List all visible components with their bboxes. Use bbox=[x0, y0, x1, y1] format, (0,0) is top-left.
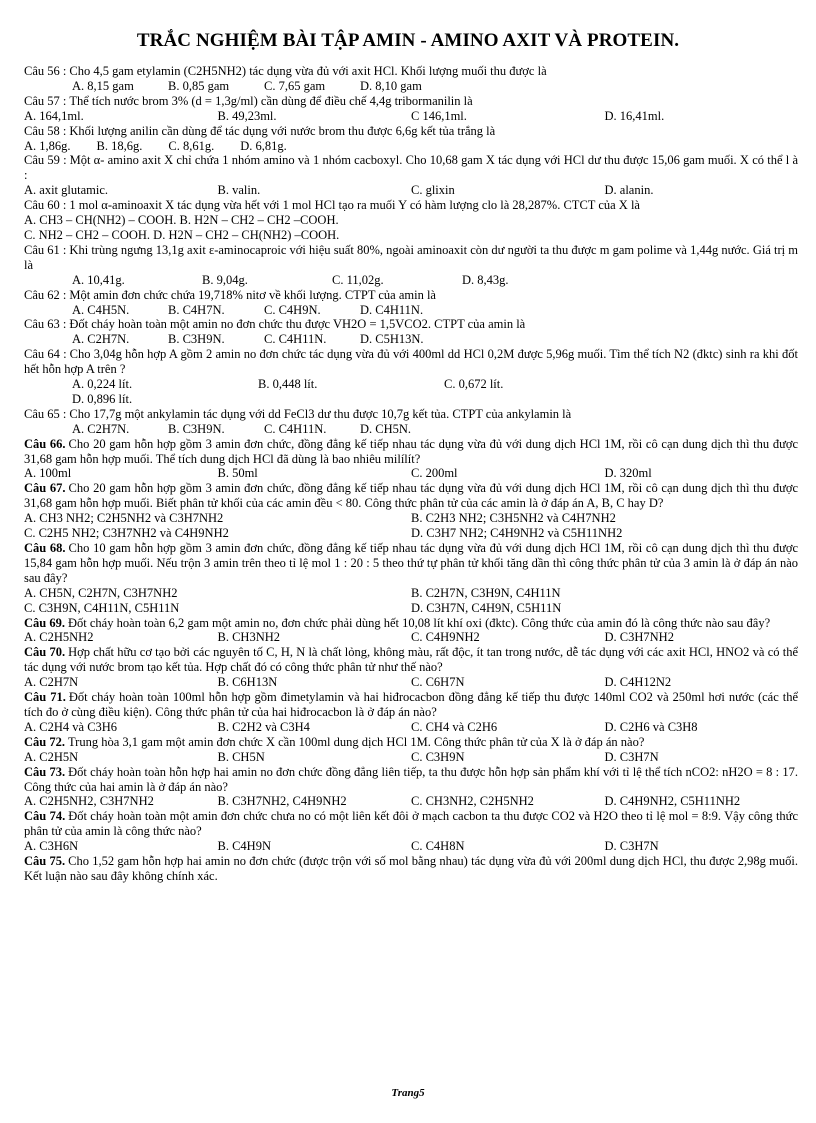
question-block bbox=[24, 64, 798, 94]
answer-option: B. 49,23ml. bbox=[217, 108, 277, 123]
question-text bbox=[24, 124, 798, 139]
question-body: Cho 17,7g một ankylamin tác dụng với dd FeCl3 dư thu được 10,7g kết tủa. CTPT của ankylamin là bbox=[69, 406, 572, 421]
answer-option: B. C2H3 NH2; C3H5NH2 và C4H7NH2 bbox=[411, 511, 616, 526]
answer-option: B. 0,448 lít. bbox=[258, 377, 318, 392]
question-text bbox=[24, 243, 798, 273]
answer-options bbox=[24, 377, 798, 407]
answer-option: A. CH3 NH2; C2H5NH2 và C3H7NH2 bbox=[24, 511, 224, 526]
question-text bbox=[24, 288, 798, 303]
answer-option: B. 9,04g. bbox=[202, 272, 248, 287]
question-number: Câu 66. bbox=[24, 436, 66, 451]
answer-option: D. C4H12N2 bbox=[604, 675, 672, 690]
question-body: Cho 4,5 gam etylamin (C2H5NH2) tác dụng vừa đủ với axit HCl. Khối lượng muối thu được là bbox=[69, 64, 547, 78]
answer-option: A. 10,41g. bbox=[72, 272, 125, 287]
question-text bbox=[24, 481, 798, 511]
answer-options bbox=[24, 183, 798, 198]
question-block bbox=[24, 407, 798, 437]
answer-option: C. C3H9N, C4H11N, C5H11N bbox=[24, 600, 180, 615]
question-number: Câu 56 : bbox=[24, 64, 67, 78]
question-number: Câu 74. bbox=[24, 809, 66, 824]
answer-option: D. C4H11N. bbox=[360, 302, 424, 317]
answer-options bbox=[24, 303, 798, 318]
answer-option: B. C2H2 và C3H4 bbox=[217, 719, 310, 734]
answer-option: A. C2H5NH2 bbox=[24, 630, 94, 645]
question-body: Cho 20 gam hỗn hợp gồm 3 amin đơn chức, đồng đẳng kế tiếp nhau tác dụng vừa đủ với dung dịch HCl 1M, rồi cô cạn dung dịch thì thu được 31,68 gam hỗn hợp muối. Thể tích dung dịch HCl đã dùng là bao nhiêu milílít? bbox=[24, 436, 799, 466]
answer-option: D. 8,10 gam bbox=[360, 78, 422, 93]
answer-option: B. C2H7N, C3H9N, C4H11N bbox=[411, 585, 561, 600]
answer-option: D. 16,41ml. bbox=[604, 108, 665, 123]
question-number: Câu 61 : bbox=[24, 242, 67, 257]
answer-options bbox=[24, 79, 798, 94]
question-body: 1 mol α-aminoaxit X tác dụng vừa hết với 1 mol HCl tạo ra muối Y có hàm lượng clo là 28,287%. CTCT của X là bbox=[69, 198, 640, 213]
question-block bbox=[24, 317, 798, 347]
question-body: Đốt cháy hoàn toàn 6,2 gam một amin no, đơn chức phải dùng hết 10,08 lít khí oxi (đktc). Công thức của amin đó là công thức nào sau đây? bbox=[67, 615, 771, 630]
answer-option: C. 200ml bbox=[411, 466, 458, 481]
question-text bbox=[24, 153, 798, 183]
question-text bbox=[24, 198, 798, 213]
question-number: Câu 72. bbox=[24, 734, 65, 749]
answer-option: D. C3H7NH2 bbox=[604, 630, 674, 645]
question-text bbox=[24, 809, 798, 839]
answer-options bbox=[24, 213, 798, 243]
answer-options bbox=[24, 109, 798, 124]
question-number: Câu 58 : bbox=[24, 123, 67, 138]
answer-option: A. CH5N, C2H7N, C3H7NH2 bbox=[24, 585, 178, 600]
answer-option: B. 50ml bbox=[217, 466, 258, 481]
question-text bbox=[24, 347, 798, 377]
question-list bbox=[24, 64, 798, 884]
answer-options bbox=[24, 139, 798, 154]
answer-options bbox=[24, 511, 798, 541]
answer-options bbox=[24, 422, 798, 437]
page-number: Trang5 bbox=[391, 1087, 425, 1099]
answer-option: B. C4H7N. bbox=[168, 302, 225, 317]
answer-option: C. C4H11N. bbox=[264, 421, 327, 436]
question-body: Cho 10 gam hỗn hợp gồm 3 amin đơn chức, đồng đẳng kế tiếp nhau tác dụng vừa đủ với dung dịch HCl 1M, rồi cô cạn dung dịch thì thu được 15,84 gam hỗn hợp muối. Nếu trộn 3 amin trên theo tỉ lệ mol 1 : 20 : 5 theo thứ tự phân tử khối tăng dần thì công thức phân tử của 3 amin là ở đáp án nào sau đây? bbox=[24, 541, 799, 585]
answer-option: B. C3H9N. bbox=[168, 332, 225, 347]
question-text bbox=[24, 437, 798, 467]
question-body: Đốt cháy hoàn toàn hỗn hợp hai amin no đơn chức đồng đẳng liên tiếp, ta thu được hỗn hợp sản phẩm khí với tỉ lệ thể tích nCO2: nH2O = 8 : 17. Công thức của hai amin là ở đáp án nào? bbox=[24, 764, 799, 794]
question-number: Câu 71. bbox=[24, 690, 66, 705]
question-block bbox=[24, 288, 798, 318]
answer-option: A. 8,15 gam bbox=[72, 78, 134, 93]
answer-option: B. valin. bbox=[217, 183, 261, 198]
answer-options bbox=[24, 586, 798, 616]
answer-option: D. C3H7N, C4H9N, C5H11N bbox=[411, 600, 562, 615]
answer-options bbox=[24, 839, 798, 854]
answer-option: C. NH2 – CH2 – COOH. D. H2N – CH2 – CH(NH2) –COOH. bbox=[24, 227, 340, 242]
question-text bbox=[24, 94, 798, 109]
answer-option: C. 7,65 gam bbox=[264, 78, 326, 93]
question-number: Câu 62 : bbox=[24, 287, 67, 302]
question-text bbox=[24, 645, 798, 675]
answer-option: D. C3H7 NH2; C4H9NH2 và C5H11NH2 bbox=[411, 526, 623, 541]
answer-option: A. CH3 – CH(NH2) – COOH. B. H2N – CH2 – CH2 –COOH. bbox=[24, 213, 339, 228]
question-block bbox=[24, 94, 798, 124]
answer-option: A. 1,86g. bbox=[24, 138, 71, 153]
question-number: Câu 68. bbox=[24, 541, 66, 555]
answer-option: B. 0,85 gam bbox=[168, 78, 230, 93]
question-block bbox=[24, 854, 798, 884]
answer-option: B. C3H9N. bbox=[168, 421, 225, 436]
question-body: Một amin đơn chức chứa 19,718% nitơ về khối lượng. CTPT của amin là bbox=[69, 287, 436, 302]
question-body: Khi trùng ngưng 13,1g axit ε-aminocaproic với hiệu suất 80%, ngoài aminoaxit còn dư người ta thu được m gam polime và 1,44g nước. Giá trị m là bbox=[24, 242, 799, 272]
question-body: Cho 1,52 gam hỗn hợp hai amin no đơn chức (được trộn với số mol bằng nhau) tác dụng vừa đủ với 200ml dung dịch HCl, thu được 2,98g muối. Kết luận nào sau đây không chính xác. bbox=[24, 854, 798, 883]
answer-option: C. 11,02g. bbox=[332, 272, 384, 287]
question-block bbox=[24, 645, 798, 690]
answer-option: C. C2H5 NH2; C3H7NH2 và C4H9NH2 bbox=[24, 526, 229, 541]
question-body: Thể tích nước brom 3% (d = 1,3g/ml) cần dùng để điều chế 4,4g tribormanilin là bbox=[69, 93, 473, 108]
page-title: TRẮC NGHIỆM BÀI TẬP AMIN - AMINO AXIT VÀ PROTEIN. bbox=[136, 30, 680, 51]
answer-option: C. C4H9N. bbox=[264, 302, 321, 317]
question-block bbox=[24, 481, 798, 541]
question-number: Câu 60 : bbox=[24, 198, 67, 213]
question-text bbox=[24, 64, 798, 79]
answer-options bbox=[24, 675, 798, 690]
question-body: Cho 20 gam hỗn hợp gồm 3 amin đơn chức, đồng đẳng kế tiếp nhau tác dụng vừa đủ với dung dịch HCl 1M, rồi cô cạn dung dịch thì thu được 31,68 gam hỗn hợp muối. Biết phân tử khối của các amin đều < 80. Công thức phân tử của các amin là ở đáp án A, B, C hay D? bbox=[24, 481, 799, 511]
question-number: Câu 69. bbox=[24, 615, 65, 630]
answer-option: D. C3H7N bbox=[604, 749, 659, 764]
answer-option: A. C2H7N. bbox=[72, 421, 130, 436]
question-text bbox=[24, 690, 798, 720]
answer-option: C. C4H11N. bbox=[264, 332, 327, 347]
question-number: Câu 73. bbox=[24, 764, 66, 779]
answer-options bbox=[24, 630, 798, 645]
answer-option: D. 320ml bbox=[604, 466, 652, 481]
answer-option: A. C2H7N. bbox=[72, 332, 130, 347]
question-text bbox=[24, 317, 798, 332]
answer-option: A. C4H5N. bbox=[72, 302, 130, 317]
answer-option: D. 6,81g. bbox=[240, 138, 287, 153]
question-block bbox=[24, 437, 798, 482]
answer-option: D. C2H6 và C3H8 bbox=[604, 719, 698, 734]
question-number: Câu 65 : bbox=[24, 406, 67, 421]
answer-option: A. axit glutamic. bbox=[24, 183, 109, 198]
answer-option: C. glixin bbox=[411, 183, 455, 198]
question-body: Một α- amino axit X chỉ chứa 1 nhóm amino và 1 nhóm cacboxyl. Cho 10,68 gam X tác dụng với HCl dư thu được 15,06 gam muối. X có thể l à : bbox=[24, 153, 799, 183]
question-number: Câu 67. bbox=[24, 481, 66, 496]
answer-option: A. C3H6N bbox=[24, 839, 79, 854]
question-number: Câu 57 : bbox=[24, 93, 67, 108]
question-body: Đốt cháy hoàn toàn 100ml hỗn hợp gồm đimetylamin và hai hiđrocacbon đồng đẳng kế tiếp thu được 140ml CO2 và 250ml hơi nước (các thể tích đo ở cùng điều kiện). Công thức phân tử của hai hiđrocacbon là ở đáp án nào? bbox=[24, 690, 799, 719]
question-number: Câu 64 : bbox=[24, 347, 67, 362]
answer-option: A. C2H5N bbox=[24, 749, 79, 764]
answer-option: C. C4H9NH2 bbox=[411, 630, 480, 645]
answer-option: A. C2H5NH2, C3H7NH2 bbox=[24, 794, 154, 809]
answer-option: A. 100ml bbox=[24, 466, 72, 481]
answer-option: D. 8,43g. bbox=[462, 272, 509, 287]
question-body: Trung hòa 3,1 gam một amin đơn chức X cần 100ml dung dịch HCl 1M. Công thức phân tử của X là ở đáp án nào? bbox=[67, 734, 645, 749]
question-block bbox=[24, 690, 798, 735]
answer-option: C. C3H9N bbox=[411, 749, 465, 764]
answer-options bbox=[24, 720, 798, 735]
question-text bbox=[24, 407, 798, 422]
answer-option: C 146,1ml. bbox=[411, 108, 467, 123]
question-body: Hợp chất hữu cơ tạo bởi các nguyên tố C, H, N là chất lỏng, không màu, rất độc, ít tan trong nước, dễ tác dụng với các axit HCl, HNO2 và có thể tác dụng với nước brom tạo kết tủa. Hợp chất đó có công thức phân tử như thế nào? bbox=[24, 645, 798, 675]
answer-option: C. 8,61g. bbox=[168, 138, 215, 153]
answer-options bbox=[24, 466, 798, 481]
answer-option: C. 0,672 lít. bbox=[444, 377, 504, 392]
question-body: Đốt cháy hoàn toàn một amin no đơn chức thu được VH2O = 1,5VCO2. CTPT của amin là bbox=[69, 317, 526, 332]
answer-option: A. 0,224 lít. bbox=[72, 377, 133, 392]
question-body: Cho 3,04g hỗn hợp A gồm 2 amin no đơn chức tác dụng vừa đủ với 400ml dd HCl 0,2M được 5,96g muối. Tìm thể tích N2 (đktc) sinh ra khi đốt hết hỗn hợp A trên ? bbox=[24, 347, 798, 377]
answer-options bbox=[24, 273, 798, 288]
answer-options bbox=[24, 794, 798, 809]
answer-option: D. C4H9NH2, C5H11NH2 bbox=[604, 794, 741, 809]
answer-option: A. C2H4 và C3H6 bbox=[24, 719, 118, 734]
answer-option: C. C4H8N bbox=[411, 839, 465, 854]
question-block bbox=[24, 809, 798, 854]
question-block bbox=[24, 541, 798, 616]
question-block bbox=[24, 616, 798, 646]
answer-option: B. CH3NH2 bbox=[217, 630, 281, 645]
question-block bbox=[24, 153, 798, 198]
answer-option: A. 164,1ml. bbox=[24, 108, 84, 123]
answer-option: B. 18,6g. bbox=[96, 138, 143, 153]
question-block bbox=[24, 198, 798, 243]
answer-option: D. C3H7N bbox=[604, 839, 659, 854]
answer-option: C. CH4 và C2H6 bbox=[411, 719, 498, 734]
question-number: Câu 70. bbox=[24, 645, 66, 660]
question-block bbox=[24, 243, 798, 288]
answer-option: D. C5H13N. bbox=[360, 332, 424, 347]
answer-option: D. CH5N. bbox=[360, 421, 412, 436]
question-text bbox=[24, 735, 798, 750]
answer-options bbox=[24, 750, 798, 765]
answer-option: A. C2H7N bbox=[24, 675, 79, 690]
answer-option: B. C3H7NH2, C4H9NH2 bbox=[217, 794, 347, 809]
question-body: Khối lượng anilin cần dùng để tác dụng với nước brom thu được 6,6g kết tủa trắng là bbox=[69, 123, 496, 138]
question-text bbox=[24, 541, 798, 586]
answer-option: D. alanin. bbox=[604, 183, 654, 198]
question-block bbox=[24, 124, 798, 154]
answer-options bbox=[24, 332, 798, 347]
question-text bbox=[24, 765, 798, 795]
answer-option: C. CH3NH2, C2H5NH2 bbox=[411, 794, 534, 809]
answer-option: B. CH5N bbox=[217, 749, 265, 764]
question-number: Câu 63 : bbox=[24, 317, 67, 332]
answer-option: D. 0,896 lít. bbox=[72, 391, 133, 406]
question-block bbox=[24, 347, 798, 407]
answer-option: C. C6H7N bbox=[411, 675, 465, 690]
question-text bbox=[24, 616, 798, 631]
question-block bbox=[24, 735, 798, 765]
answer-option: B. C4H9N bbox=[217, 839, 271, 854]
answer-option: B. C6H13N bbox=[217, 675, 278, 690]
question-block bbox=[24, 765, 798, 810]
question-text bbox=[24, 854, 798, 884]
question-body: Đốt cháy hoàn toàn một amin đơn chức chưa no có một liên kết đôi ở mạch cacbon ta thu được CO2 và H2O theo tỉ lệ mol = 8:9. Vậy công thức phân tử của amin là công thức nào? bbox=[24, 809, 798, 839]
question-number: Câu 75. bbox=[24, 854, 66, 869]
question-number: Câu 59 : bbox=[24, 153, 67, 168]
